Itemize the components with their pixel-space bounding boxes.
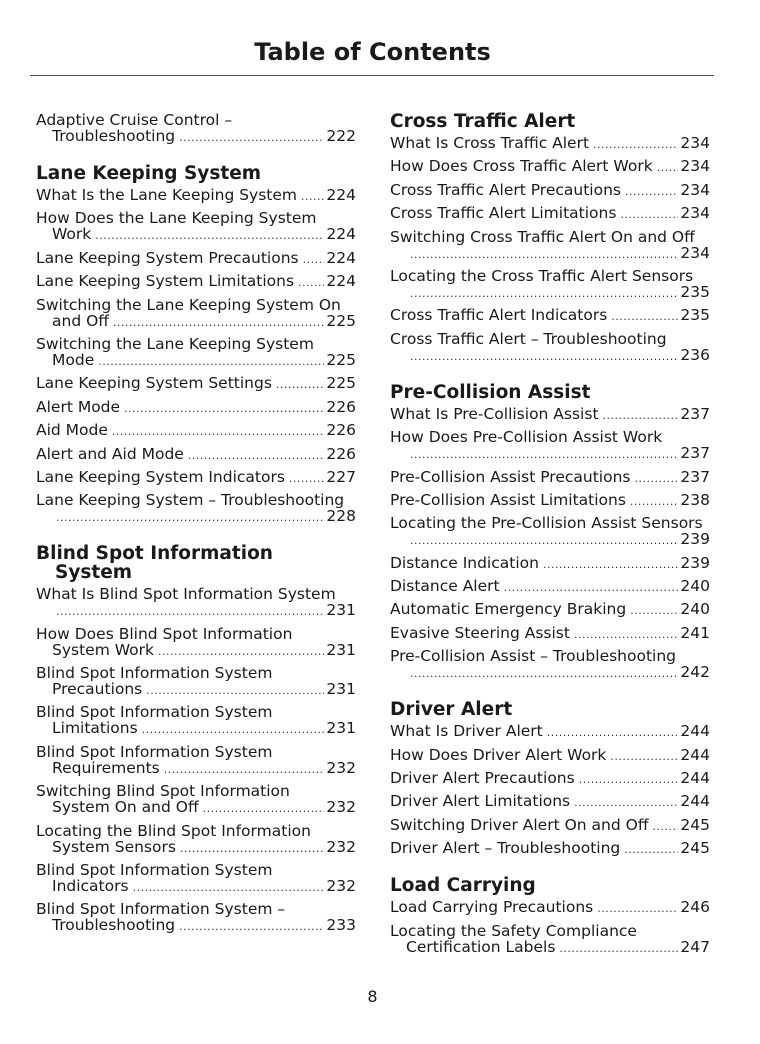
dot-leader	[56, 510, 324, 526]
toc-entry-title: What Is Cross Traffic Alert	[390, 134, 590, 152]
toc-entry-title: Adaptive Cruise Control –	[36, 111, 233, 129]
dot-leader	[630, 494, 679, 510]
toc-entry[interactable]	[36, 665, 356, 699]
toc-entry-row	[390, 469, 710, 487]
toc-entry-row	[36, 799, 356, 817]
toc-entry-row	[390, 135, 710, 153]
toc-entry[interactable]	[390, 469, 710, 487]
section-heading-text: Blind Spot Information	[36, 543, 273, 565]
section-heading[interactable]	[390, 700, 710, 719]
toc-entry[interactable]	[390, 923, 710, 957]
toc-entry-title: Evasive Steering Assist	[390, 623, 570, 642]
toc-entry-title: Cross Traffic Alert Indicators	[390, 306, 608, 325]
toc-entry-title-continued: Troubleshooting	[52, 916, 176, 935]
toc-entry-row	[390, 245, 710, 263]
toc-entry-row	[36, 187, 356, 205]
toc-entry-title: Lane Keeping System Precautions	[36, 248, 299, 267]
dot-leader	[112, 424, 324, 440]
dot-leader	[276, 377, 324, 393]
toc-page-number: 234	[680, 180, 710, 199]
toc-entry[interactable]	[390, 307, 710, 325]
toc-page-number: 234	[680, 157, 710, 176]
toc-entry-row	[390, 307, 710, 325]
dot-leader	[559, 941, 678, 957]
toc-entry[interactable]	[390, 429, 710, 463]
toc-entry-row	[390, 899, 710, 917]
toc-entry[interactable]	[390, 182, 710, 200]
toc-page-number: 232	[326, 758, 356, 777]
toc-entry-title: Pre-Collision Assist – Troubleshooting	[390, 647, 677, 666]
toc-page-number: 237	[680, 444, 710, 463]
dot-leader	[410, 447, 678, 463]
dot-leader	[620, 207, 678, 223]
toc-page-number: 234	[680, 134, 710, 152]
section-heading-text-continued: System	[55, 562, 133, 584]
toc-page-number: 239	[680, 530, 710, 549]
dot-leader	[574, 627, 678, 643]
toc-page-number: 244	[680, 769, 710, 788]
dot-leader	[597, 901, 678, 917]
dot-leader	[301, 189, 324, 205]
toc-entry-title: Switching the Lane Keeping System	[36, 334, 314, 353]
toc-entry-title: Distance Alert	[390, 577, 500, 596]
toc-page-number: 240	[680, 600, 710, 619]
toc-page-number: 232	[326, 877, 356, 896]
dot-leader	[124, 401, 324, 417]
toc-page-number: 244	[680, 745, 710, 764]
toc-entry[interactable]	[36, 626, 356, 660]
toc-entry-title: Cross Traffic Alert Precautions	[390, 180, 621, 199]
toc-entry-title-continued: Mode	[52, 350, 95, 369]
dot-leader	[611, 309, 678, 325]
toc-page-number: 228	[326, 507, 356, 526]
toc-entry-title-continued: Limitations	[52, 719, 138, 738]
toc-entry-title: Alert and Aid Mode	[36, 444, 184, 463]
toc-entry[interactable]	[390, 817, 710, 835]
dot-leader	[574, 795, 678, 811]
toc-entry-row	[390, 406, 710, 424]
toc-entry[interactable]	[36, 399, 356, 417]
toc-entry[interactable]	[390, 268, 710, 302]
section-heading-text: Driver Alert	[390, 699, 513, 721]
dot-leader	[164, 762, 325, 778]
toc-page-number: 225	[326, 311, 356, 330]
toc-entry-row	[390, 445, 710, 463]
toc-entry[interactable]	[36, 901, 356, 935]
toc-entry[interactable]	[36, 187, 356, 205]
toc-entry-title: Blind Spot Information System –	[36, 900, 286, 919]
toc-entry-title: Switching Cross Traffic Alert On and Off	[390, 227, 695, 246]
toc-entry-row	[36, 720, 356, 738]
toc-entry[interactable]	[390, 158, 710, 176]
toc-entry-row	[36, 273, 356, 291]
dot-leader	[547, 725, 679, 741]
dot-leader	[603, 408, 679, 424]
toc-entry[interactable]	[390, 899, 710, 917]
page-title: Table of Contents	[254, 38, 491, 66]
toc-entry-row	[36, 422, 356, 440]
toc-entry-title-continued: and Off	[52, 311, 109, 330]
toc-entry[interactable]	[36, 273, 356, 291]
toc-entry-title: Alert Mode	[36, 397, 121, 416]
section-heading-text: Lane Keeping System	[36, 163, 262, 184]
section-heading[interactable]	[36, 544, 356, 582]
toc-page-number: 235	[680, 282, 710, 301]
toc-entry[interactable]	[36, 375, 356, 393]
toc-page-number: 238	[680, 490, 710, 509]
toc-entry[interactable]	[36, 586, 356, 620]
toc-entry-title-continued: Precautions	[52, 680, 143, 699]
toc-entry-title: How Does Pre-Collision Assist Work	[390, 428, 663, 447]
toc-entry-title: Locating the Safety Compliance	[390, 921, 637, 940]
toc-entry-row	[390, 284, 710, 302]
toc-entry[interactable]	[36, 469, 356, 487]
toc-entry-row	[36, 352, 356, 370]
toc-entry[interactable]	[36, 492, 356, 526]
toc-page-number: 236	[680, 345, 710, 364]
toc-entry-title: How Does Blind Spot Information	[36, 624, 293, 643]
toc-entry[interactable]	[390, 406, 710, 424]
toc-entry-row	[390, 601, 710, 619]
toc-page-number: 226	[326, 444, 356, 463]
toc-entry-title: Cross Traffic Alert Limitations	[390, 204, 617, 223]
toc-entry-title: Blind Spot Information System	[36, 664, 273, 683]
toc-entry-title-continued: Certification Labels	[406, 937, 556, 956]
toc-entry-row	[36, 839, 356, 857]
toc-entry-row	[390, 492, 710, 510]
toc-entry-row	[390, 347, 710, 365]
toc-entry[interactable]	[390, 840, 710, 858]
toc-entry-title: Cross Traffic Alert – Troubleshooting	[390, 329, 667, 348]
toc-entry-title-continued: System On and Off	[52, 798, 199, 817]
dot-leader	[625, 184, 678, 200]
dot-leader	[179, 919, 324, 935]
toc-entry-title: Lane Keeping System – Troubleshooting	[36, 491, 345, 510]
toc-entry-title: Lane Keeping System Limitations	[36, 272, 295, 291]
toc-page-number: 225	[326, 374, 356, 393]
toc-entry-title: Locating the Blind Spot Information	[36, 821, 311, 840]
dot-leader	[657, 160, 679, 176]
toc-entry[interactable]	[36, 336, 356, 370]
toc-entry-title: Blind Spot Information System	[36, 861, 273, 880]
toc-entry[interactable]	[390, 331, 710, 365]
toc-entry-title: Lane Keeping System Settings	[36, 374, 272, 393]
toc-entry-row	[390, 555, 710, 573]
toc-entry-title: How Does the Lane Keeping System	[36, 209, 317, 228]
toc-entry-row	[36, 760, 356, 778]
dot-leader	[579, 772, 679, 788]
toc-entry-title: Pre-Collision Assist Precautions	[390, 467, 631, 486]
toc-entry-title: Driver Alert – Troubleshooting	[390, 839, 621, 858]
toc-page-number: 231	[326, 719, 356, 738]
toc-entry[interactable]	[390, 492, 710, 510]
toc-entry[interactable]	[390, 135, 710, 153]
toc-entry-title: What Is the Lane Keeping System	[36, 186, 298, 204]
toc-entry[interactable]	[390, 793, 710, 811]
dot-leader	[158, 644, 324, 660]
toc-page-number: 225	[326, 350, 356, 369]
dot-leader	[624, 842, 678, 858]
toc-entry-row	[36, 602, 356, 620]
toc-entry-row	[390, 770, 710, 788]
toc-page-number: 240	[680, 577, 710, 596]
dot-leader	[179, 130, 324, 146]
toc-entry-title: Driver Alert Precautions	[390, 769, 575, 788]
toc-entry[interactable]	[390, 625, 710, 643]
dot-leader	[95, 228, 324, 244]
toc-entry-row	[36, 226, 356, 244]
toc-page-number: 235	[680, 306, 710, 325]
toc-page-number: 231	[326, 680, 356, 699]
section-heading[interactable]	[36, 164, 356, 183]
toc-entry-title: Driver Alert Limitations	[390, 792, 571, 811]
toc-entry-title: Blind Spot Information System	[36, 703, 273, 722]
toc-entry-row	[390, 840, 710, 858]
title-divider	[30, 75, 714, 76]
toc-entry[interactable]	[390, 747, 710, 765]
toc-entry-title: How Does Cross Traffic Alert Work	[390, 157, 653, 176]
toc-entry[interactable]	[36, 446, 356, 464]
dot-leader	[188, 448, 325, 464]
toc-page-number: 234	[680, 243, 710, 262]
toc-entry-row	[36, 446, 356, 464]
dot-leader	[180, 841, 324, 857]
toc-page-number: 246	[680, 898, 710, 917]
toc-entry[interactable]	[390, 205, 710, 223]
toc-entry-title: Automatic Emergency Braking	[390, 600, 627, 619]
toc-page-number: 241	[680, 623, 710, 642]
toc-entry-title: Locating the Cross Traffic Alert Sensors	[390, 266, 694, 285]
toc-entry-title: What Is Pre-Collision Assist	[390, 404, 599, 423]
toc-entry[interactable]	[390, 648, 710, 682]
toc-page-number: 244	[680, 792, 710, 811]
toc-entry[interactable]	[36, 862, 356, 896]
dot-leader	[410, 533, 678, 549]
dot-leader	[410, 286, 678, 302]
dot-leader	[203, 801, 325, 817]
dot-leader	[113, 315, 324, 331]
toc-page-number: 242	[680, 663, 710, 682]
toc-entry-title: Distance Indication	[390, 553, 539, 572]
toc-entry-title: How Does Driver Alert Work	[390, 745, 607, 764]
section-heading-text: Load Carrying	[390, 875, 536, 897]
toc-entry-title: Blind Spot Information System	[36, 742, 273, 761]
toc-entry-title: Aid Mode	[36, 421, 108, 440]
toc-page-number: 239	[680, 553, 710, 572]
toc-entry-row	[390, 158, 710, 176]
toc-page-number: 226	[326, 421, 356, 440]
toc-entry-row	[390, 723, 710, 741]
toc-entry[interactable]	[36, 704, 356, 738]
toc-entry-title: What Is Driver Alert	[390, 722, 543, 741]
toc-column-left	[36, 112, 356, 941]
toc-page-number: 227	[326, 467, 356, 486]
toc-page-number: 232	[326, 798, 356, 817]
toc-entry[interactable]	[390, 515, 710, 549]
toc-entry-row	[36, 375, 356, 393]
toc-entry-row	[36, 128, 356, 146]
toc-page-number: 234	[680, 204, 710, 223]
toc-entry[interactable]	[36, 250, 356, 268]
toc-entry-row	[390, 817, 710, 835]
dot-leader	[634, 471, 678, 487]
toc-entry-row	[36, 878, 356, 896]
toc-entry-title: Pre-Collision Assist Limitations	[390, 490, 626, 509]
toc-entry-title: Locating the Pre-Collision Assist Sensors	[390, 514, 703, 533]
toc-entry-title-continued: System Sensors	[52, 837, 176, 856]
toc-entry[interactable]	[36, 297, 356, 331]
dot-leader	[543, 557, 678, 573]
toc-entry-row	[36, 642, 356, 660]
toc-entry-title: What Is Blind Spot Information System	[36, 585, 336, 604]
dot-leader	[98, 354, 324, 370]
toc-entry[interactable]	[390, 229, 710, 263]
toc-page-number: 233	[326, 916, 356, 935]
toc-column-right	[390, 112, 710, 962]
toc-page-number: 224	[326, 186, 356, 204]
toc-entry-row	[390, 531, 710, 549]
toc-entry-title: Switching Blind Spot Information	[36, 782, 290, 801]
toc-entry-row	[390, 793, 710, 811]
toc-entry-row	[390, 578, 710, 596]
toc-entry[interactable]	[36, 112, 356, 146]
dot-leader	[56, 604, 324, 620]
toc-page-number: 224	[326, 272, 356, 291]
toc-entry-row	[390, 205, 710, 223]
dot-leader	[593, 137, 678, 153]
toc-entry-row	[36, 399, 356, 417]
toc-entry-title: Lane Keeping System Indicators	[36, 467, 285, 486]
toc-entry-row	[36, 917, 356, 935]
toc-entry[interactable]	[36, 422, 356, 440]
dot-leader	[289, 471, 324, 487]
toc-entry-row	[36, 681, 356, 699]
toc-entry-title: Load Carrying Precautions	[390, 898, 594, 917]
toc-entry-row	[390, 182, 710, 200]
section-heading-text: Cross Traffic Alert	[390, 111, 576, 132]
toc-entry-title: Switching Driver Alert On and Off	[390, 815, 649, 834]
toc-entry-row	[390, 625, 710, 643]
toc-page-number: 245	[680, 815, 710, 834]
toc-entry[interactable]	[390, 578, 710, 596]
toc-page-number: 231	[326, 640, 356, 659]
toc-entry-title-continued: Work	[52, 225, 92, 244]
toc-entry[interactable]	[390, 770, 710, 788]
section-heading[interactable]	[390, 383, 710, 402]
toc-entry[interactable]	[390, 555, 710, 573]
toc-entry-row	[36, 250, 356, 268]
toc-page-number: 237	[680, 467, 710, 486]
toc-entry-row	[390, 664, 710, 682]
dot-leader	[146, 683, 324, 699]
dot-leader	[142, 722, 325, 738]
toc-page-number: 231	[326, 601, 356, 620]
toc-entry[interactable]	[36, 744, 356, 778]
toc-entry-row	[36, 313, 356, 331]
dot-leader	[410, 349, 678, 365]
toc-entry[interactable]	[390, 601, 710, 619]
toc-entry-row	[36, 508, 356, 526]
dot-leader	[410, 666, 678, 682]
page-number: 8	[367, 987, 378, 1006]
toc-page-number: 224	[326, 225, 356, 244]
toc-entry-title-continued: System Work	[52, 640, 154, 659]
toc-entry[interactable]	[36, 823, 356, 857]
toc-page-number: 224	[326, 248, 356, 267]
toc-page-number: 245	[680, 839, 710, 858]
dot-leader	[298, 275, 324, 291]
toc-entry[interactable]	[390, 723, 710, 741]
toc-page-number: 244	[680, 722, 710, 741]
toc-page-number: 222	[326, 127, 356, 145]
toc-page-number: 237	[680, 404, 710, 423]
section-heading[interactable]	[390, 876, 710, 895]
dot-leader	[610, 749, 678, 765]
section-heading-text: Pre-Collision Assist	[390, 381, 591, 403]
toc-entry[interactable]	[36, 210, 356, 244]
toc-entry-title-continued: Indicators	[52, 877, 129, 896]
toc-entry-row	[390, 939, 710, 957]
dot-leader	[410, 247, 678, 263]
toc-entry-title-continued: Requirements	[52, 758, 160, 777]
section-heading[interactable]	[390, 112, 710, 131]
toc-page-number: 226	[326, 397, 356, 416]
dot-leader	[653, 819, 679, 835]
toc-entry-row	[36, 469, 356, 487]
dot-leader	[504, 580, 679, 596]
dot-leader	[630, 603, 678, 619]
toc-entry-row	[390, 747, 710, 765]
toc-entry[interactable]	[36, 783, 356, 817]
toc-page-number: 232	[326, 837, 356, 856]
toc-entry-title-continued: Troubleshooting	[52, 127, 176, 145]
toc-page-number: 247	[680, 937, 710, 956]
dot-leader	[303, 252, 325, 268]
dot-leader	[133, 880, 325, 896]
toc-entry-title: Switching the Lane Keeping System On	[36, 295, 341, 314]
